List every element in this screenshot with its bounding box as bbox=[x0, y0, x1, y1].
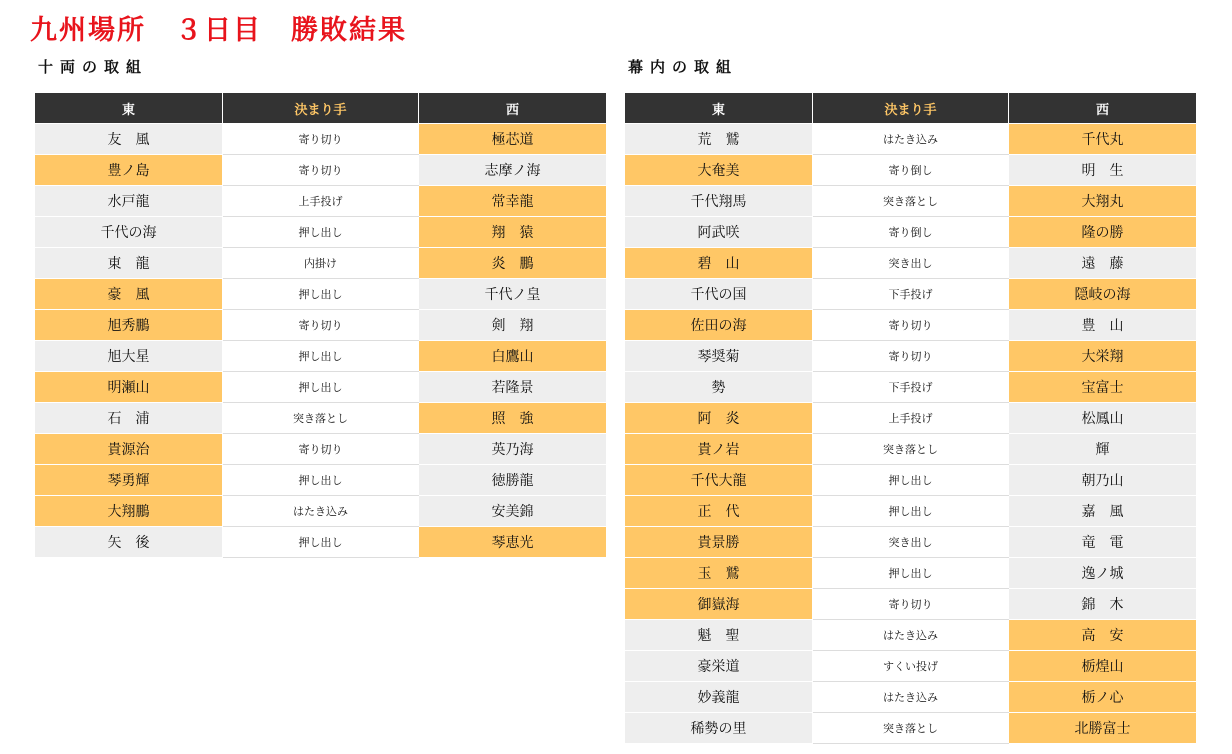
east-column-header: 東 bbox=[35, 93, 223, 124]
west-rikishi-cell: 豊 山 bbox=[1009, 310, 1197, 341]
kimarite-cell: はたき込み bbox=[223, 496, 419, 527]
east-rikishi-cell: 千代翔馬 bbox=[625, 186, 813, 217]
east-rikishi-cell: 貴景勝 bbox=[625, 527, 813, 558]
kimarite-cell: 押し出し bbox=[223, 465, 419, 496]
table-row bbox=[625, 248, 1197, 279]
east-rikishi-cell: 石 浦 bbox=[35, 403, 223, 434]
west-rikishi-cell: 朝乃山 bbox=[1009, 465, 1197, 496]
west-rikishi-cell: 高 安 bbox=[1009, 620, 1197, 651]
east-rikishi-cell: 水戸龍 bbox=[35, 186, 223, 217]
kimarite-column-header: 決まり手 bbox=[813, 93, 1009, 124]
west-rikishi-cell: 隠岐の海 bbox=[1009, 279, 1197, 310]
kimarite-cell: 内掛け bbox=[223, 248, 419, 279]
west-rikishi-cell: 北勝富士 bbox=[1009, 713, 1197, 744]
east-rikishi-cell: 豊ノ島 bbox=[35, 155, 223, 186]
table-row bbox=[625, 279, 1197, 310]
kimarite-cell: 押し出し bbox=[223, 372, 419, 403]
west-rikishi-cell: 白鷹山 bbox=[419, 341, 607, 372]
east-rikishi-cell: 荒 鷲 bbox=[625, 124, 813, 155]
west-rikishi-cell: 若隆景 bbox=[419, 372, 607, 403]
kimarite-cell: 寄り切り bbox=[813, 341, 1009, 372]
juryo-results-table bbox=[34, 92, 607, 558]
west-rikishi-cell: 輝 bbox=[1009, 434, 1197, 465]
east-rikishi-cell: 阿武咲 bbox=[625, 217, 813, 248]
west-rikishi-cell: 松鳳山 bbox=[1009, 403, 1197, 434]
table-row bbox=[625, 589, 1197, 620]
table-row bbox=[35, 310, 607, 341]
west-rikishi-cell: 常幸龍 bbox=[419, 186, 607, 217]
west-rikishi-cell: 栃ノ心 bbox=[1009, 682, 1197, 713]
kimarite-cell: 寄り切り bbox=[223, 155, 419, 186]
west-column-header: 西 bbox=[1009, 93, 1197, 124]
west-rikishi-cell: 大翔丸 bbox=[1009, 186, 1197, 217]
east-rikishi-cell: 玉 鷲 bbox=[625, 558, 813, 589]
east-rikishi-cell: 魁 聖 bbox=[625, 620, 813, 651]
table-row bbox=[625, 713, 1197, 744]
kimarite-cell: 押し出し bbox=[813, 496, 1009, 527]
table-row bbox=[625, 496, 1197, 527]
table-row bbox=[625, 341, 1197, 372]
east-rikishi-cell: 千代の国 bbox=[625, 279, 813, 310]
kimarite-cell: 上手投げ bbox=[223, 186, 419, 217]
west-rikishi-cell: 竜 電 bbox=[1009, 527, 1197, 558]
table-row bbox=[35, 155, 607, 186]
kimarite-cell: 押し出し bbox=[223, 217, 419, 248]
table-header-row bbox=[625, 93, 1197, 124]
table-row bbox=[625, 651, 1197, 682]
kimarite-cell: 上手投げ bbox=[813, 403, 1009, 434]
kimarite-cell: 寄り切り bbox=[223, 124, 419, 155]
kimarite-cell: 押し出し bbox=[223, 279, 419, 310]
east-rikishi-cell: 阿 炎 bbox=[625, 403, 813, 434]
east-rikishi-cell: 琴勇輝 bbox=[35, 465, 223, 496]
west-rikishi-cell: 遠 藤 bbox=[1009, 248, 1197, 279]
east-rikishi-cell: 佐田の海 bbox=[625, 310, 813, 341]
table-row bbox=[625, 217, 1197, 248]
page-title: 九州場所 ３日目 勝敗結果 bbox=[30, 15, 407, 46]
kimarite-cell: 突き落とし bbox=[813, 186, 1009, 217]
west-rikishi-cell: 大栄翔 bbox=[1009, 341, 1197, 372]
table-row bbox=[35, 496, 607, 527]
west-rikishi-cell: 嘉 風 bbox=[1009, 496, 1197, 527]
juryo-section bbox=[34, 56, 606, 558]
west-rikishi-cell: 剣 翔 bbox=[419, 310, 607, 341]
east-rikishi-cell: 東 龍 bbox=[35, 248, 223, 279]
kimarite-cell: 突き落とし bbox=[813, 713, 1009, 744]
kimarite-cell: すくい投げ bbox=[813, 651, 1009, 682]
table-row bbox=[35, 124, 607, 155]
west-rikishi-cell: 炎 鵬 bbox=[419, 248, 607, 279]
east-column-header: 東 bbox=[625, 93, 813, 124]
east-rikishi-cell: 正 代 bbox=[625, 496, 813, 527]
table-row bbox=[625, 403, 1197, 434]
east-rikishi-cell: 妙義龍 bbox=[625, 682, 813, 713]
kimarite-cell: 突き出し bbox=[813, 248, 1009, 279]
west-rikishi-cell: 錦 木 bbox=[1009, 589, 1197, 620]
table-row bbox=[625, 186, 1197, 217]
west-rikishi-cell: 隆の勝 bbox=[1009, 217, 1197, 248]
table-row bbox=[35, 372, 607, 403]
kimarite-cell: 突き落とし bbox=[223, 403, 419, 434]
juryo-section-title: 十両の取組 bbox=[38, 58, 149, 76]
east-rikishi-cell: 豪 風 bbox=[35, 279, 223, 310]
west-rikishi-cell: 千代ノ皇 bbox=[419, 279, 607, 310]
kimarite-cell: 突き落とし bbox=[813, 434, 1009, 465]
west-rikishi-cell: 明 生 bbox=[1009, 155, 1197, 186]
east-rikishi-cell: 友 風 bbox=[35, 124, 223, 155]
kimarite-cell: 下手投げ bbox=[813, 279, 1009, 310]
kimarite-cell: 下手投げ bbox=[813, 372, 1009, 403]
table-row bbox=[35, 217, 607, 248]
kimarite-column-header: 決まり手 bbox=[223, 93, 419, 124]
east-rikishi-cell: 琴奨菊 bbox=[625, 341, 813, 372]
juryo-bouts bbox=[35, 124, 607, 558]
east-rikishi-cell: 御嶽海 bbox=[625, 589, 813, 620]
makuuchi-section-title: 幕内の取組 bbox=[628, 58, 739, 76]
table-row bbox=[35, 465, 607, 496]
kimarite-cell: はたき込み bbox=[813, 124, 1009, 155]
east-rikishi-cell: 大翔鵬 bbox=[35, 496, 223, 527]
kimarite-cell: はたき込み bbox=[813, 620, 1009, 651]
table-header-row bbox=[35, 93, 607, 124]
makuuchi-results-table bbox=[624, 92, 1197, 744]
table-row bbox=[35, 279, 607, 310]
east-rikishi-cell: 貴源治 bbox=[35, 434, 223, 465]
east-rikishi-cell: 矢 後 bbox=[35, 527, 223, 558]
west-rikishi-cell: 千代丸 bbox=[1009, 124, 1197, 155]
kimarite-cell: 寄り切り bbox=[223, 310, 419, 341]
table-row bbox=[625, 527, 1197, 558]
kimarite-cell: 寄り切り bbox=[813, 589, 1009, 620]
table-row bbox=[625, 155, 1197, 186]
west-rikishi-cell: 翔 猿 bbox=[419, 217, 607, 248]
kimarite-cell: 寄り倒し bbox=[813, 217, 1009, 248]
east-rikishi-cell: 旭秀鵬 bbox=[35, 310, 223, 341]
kimarite-cell: 押し出し bbox=[813, 558, 1009, 589]
table-row bbox=[35, 434, 607, 465]
table-row bbox=[35, 527, 607, 558]
table-row bbox=[625, 620, 1197, 651]
kimarite-cell: はたき込み bbox=[813, 682, 1009, 713]
table-row bbox=[625, 682, 1197, 713]
west-rikishi-cell: 徳勝龍 bbox=[419, 465, 607, 496]
west-rikishi-cell: 宝富士 bbox=[1009, 372, 1197, 403]
west-column-header: 西 bbox=[419, 93, 607, 124]
kimarite-cell: 押し出し bbox=[813, 465, 1009, 496]
east-rikishi-cell: 明瀬山 bbox=[35, 372, 223, 403]
table-row bbox=[35, 341, 607, 372]
east-rikishi-cell: 勢 bbox=[625, 372, 813, 403]
west-rikishi-cell: 極芯道 bbox=[419, 124, 607, 155]
table-row bbox=[625, 372, 1197, 403]
east-rikishi-cell: 千代の海 bbox=[35, 217, 223, 248]
east-rikishi-cell: 千代大龍 bbox=[625, 465, 813, 496]
west-rikishi-cell: 琴恵光 bbox=[419, 527, 607, 558]
west-rikishi-cell: 栃煌山 bbox=[1009, 651, 1197, 682]
east-rikishi-cell: 豪栄道 bbox=[625, 651, 813, 682]
kimarite-cell: 寄り倒し bbox=[813, 155, 1009, 186]
east-rikishi-cell: 碧 山 bbox=[625, 248, 813, 279]
east-rikishi-cell: 大奄美 bbox=[625, 155, 813, 186]
west-rikishi-cell: 逸ノ城 bbox=[1009, 558, 1197, 589]
table-row bbox=[35, 403, 607, 434]
east-rikishi-cell: 旭大星 bbox=[35, 341, 223, 372]
table-row bbox=[625, 310, 1197, 341]
table-row bbox=[625, 558, 1197, 589]
west-rikishi-cell: 志摩ノ海 bbox=[419, 155, 607, 186]
kimarite-cell: 押し出し bbox=[223, 341, 419, 372]
table-row bbox=[625, 465, 1197, 496]
table-row bbox=[35, 186, 607, 217]
table-row bbox=[625, 124, 1197, 155]
east-rikishi-cell: 稀勢の里 bbox=[625, 713, 813, 744]
makuuchi-bouts bbox=[625, 124, 1197, 744]
makuuchi-section bbox=[624, 56, 1196, 744]
east-rikishi-cell: 貴ノ岩 bbox=[625, 434, 813, 465]
west-rikishi-cell: 英乃海 bbox=[419, 434, 607, 465]
kimarite-cell: 突き出し bbox=[813, 527, 1009, 558]
table-row bbox=[625, 434, 1197, 465]
kimarite-cell: 寄り切り bbox=[813, 310, 1009, 341]
west-rikishi-cell: 照 強 bbox=[419, 403, 607, 434]
kimarite-cell: 寄り切り bbox=[223, 434, 419, 465]
west-rikishi-cell: 安美錦 bbox=[419, 496, 607, 527]
table-row bbox=[35, 248, 607, 279]
kimarite-cell: 押し出し bbox=[223, 527, 419, 558]
